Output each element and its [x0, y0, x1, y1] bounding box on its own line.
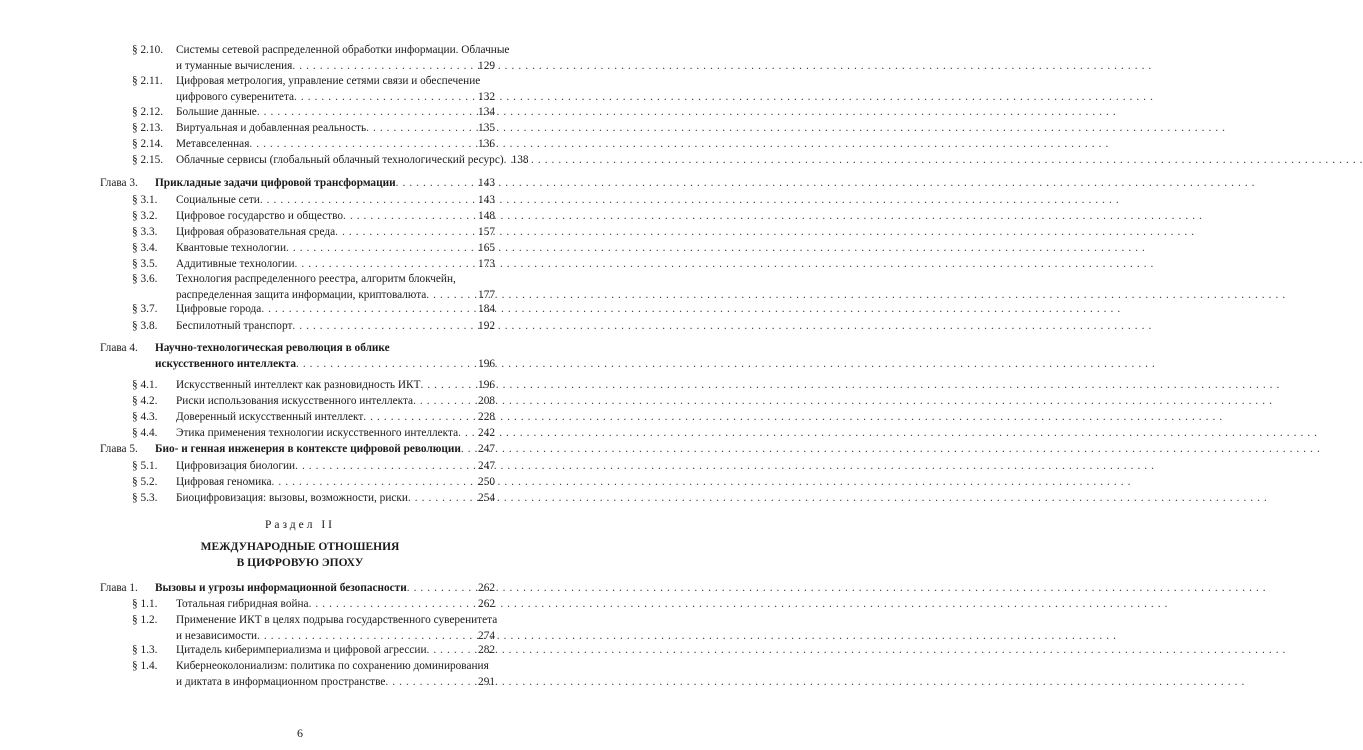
- toc-page-number: 196: [478, 358, 495, 370]
- toc-entry-number: § 3.3.: [132, 226, 158, 238]
- toc-leader-dots: [292, 58, 476, 74]
- toc-leader-dots: [261, 301, 476, 317]
- section-title-line-2: В ЦИФРОВУЮ ЭПОХУ: [236, 557, 364, 569]
- toc-section-entry: [132, 256, 495, 272]
- toc-leader-dots: [366, 120, 476, 136]
- toc-leader-dots: [257, 104, 476, 120]
- toc-page-number: 138: [511, 154, 529, 166]
- toc-entry-number: § 2.12.: [132, 106, 164, 118]
- toc-entry-line: [132, 674, 495, 690]
- toc-page-number: 262: [478, 598, 495, 610]
- toc-entry-line: [132, 104, 495, 120]
- toc-entry-number: § 3.5.: [132, 258, 158, 270]
- toc-entry-title: Цифровая геномика: [176, 476, 272, 488]
- toc-leader-dots: [309, 596, 476, 612]
- toc-page-number: 132: [478, 91, 495, 103]
- toc-leader-dots: [407, 580, 476, 596]
- toc-entry-line: [132, 409, 495, 425]
- toc-section-entry: [132, 409, 495, 425]
- toc-entry-line: [132, 318, 495, 334]
- toc-page-number: 228: [478, 411, 495, 423]
- toc-entry-title: распределенная защита информации, криптовалюта: [176, 289, 427, 301]
- toc-entry-title: Риски использования искусственного интеллекта: [176, 395, 414, 407]
- toc-chapter-entry: [100, 340, 495, 372]
- toc-entry-title: Цифровая образовательная среда: [176, 226, 336, 238]
- toc-entry-title: Цифровое государство и общество: [176, 210, 343, 222]
- toc-section-entry: [132, 658, 495, 690]
- toc-entry-title: Цифровые города: [176, 303, 262, 315]
- toc-page-number: 143: [478, 177, 495, 189]
- toc-leader-dots: [396, 175, 476, 191]
- toc-entry-line: [132, 393, 495, 409]
- toc-entry-number: § 1.2.: [132, 614, 158, 626]
- toc-page-number: 192: [478, 320, 495, 332]
- toc-entry-number: § 4.3.: [132, 411, 158, 423]
- toc-entry-line: [100, 340, 495, 356]
- toc-leader-dots: [272, 474, 477, 490]
- toc-page: [0, 0, 600, 750]
- toc-page-number: 165: [478, 242, 495, 254]
- toc-section-entry: [132, 208, 495, 224]
- toc-entry-line: [132, 642, 495, 658]
- toc-entry-title: Социальные сети: [176, 194, 260, 206]
- toc-section-entry: [132, 301, 495, 317]
- toc-entry-title: Тотальная гибридная война: [176, 598, 309, 610]
- toc-section-entry: [132, 73, 495, 105]
- toc-entry-title: Технология распределенного реестра, алгоритм блокчейн,: [176, 273, 456, 285]
- toc-leader-dots: [343, 208, 476, 224]
- toc-entry-number: Глава 5.: [100, 443, 138, 455]
- toc-entry-title: Био- и генная инженерия в контексте цифровой революции: [155, 443, 461, 455]
- toc-leader-dots: [286, 240, 476, 256]
- toc-leader-dots: [363, 409, 476, 425]
- toc-page-number: 143: [478, 194, 495, 206]
- toc-entry-line: [132, 271, 495, 287]
- toc-leader-dots: [295, 256, 477, 272]
- toc-section-entry: [132, 240, 495, 256]
- toc-page-number: 250: [478, 476, 495, 488]
- toc-entry-title: Метавселенная: [176, 138, 250, 150]
- toc-page-number: 282: [478, 644, 495, 656]
- toc-entry-number: § 5.2.: [132, 476, 158, 488]
- toc-entry-line: [132, 240, 495, 256]
- toc-page-number: 173: [478, 258, 495, 270]
- toc-entry-title: Применение ИКТ в целях подрыва государственного суверенитета: [176, 614, 498, 626]
- toc-entry-title: Этика применения технологии искусственного интеллекта: [176, 427, 459, 439]
- toc-page-number: 196: [478, 379, 495, 391]
- toc-entry-line: [132, 301, 495, 317]
- toc-entry-line: [132, 58, 495, 74]
- toc-entry-title: Научно-технологическая революция в облике: [155, 342, 390, 354]
- toc-leader-dots: [408, 490, 476, 506]
- toc-entry-number: § 3.2.: [132, 210, 158, 222]
- toc-entry-title: Системы сетевой распределенной обработки информации. Облачные: [176, 44, 510, 56]
- toc-entry-line: [132, 120, 495, 136]
- toc-entry-number: § 3.4.: [132, 242, 158, 254]
- toc-entry-title: Вызовы и угрозы информационной безопасности: [155, 582, 407, 594]
- toc-entry-line: [132, 377, 495, 393]
- toc-leader-dots: [295, 458, 476, 474]
- toc-leader-dots: [413, 393, 476, 409]
- toc-section-entry: [132, 642, 495, 658]
- toc-leader-dots: [292, 318, 476, 334]
- toc-section-entry: [132, 136, 495, 152]
- toc-entry-line: [132, 490, 495, 506]
- toc-page-number: 262: [478, 582, 495, 594]
- toc-entry-line: [132, 73, 495, 89]
- toc-entry-line: [132, 152, 529, 168]
- toc-entry-title: Искусственный интеллект как разновидность ИКТ: [176, 379, 421, 391]
- page-number: 6: [297, 726, 303, 740]
- toc-section-entry: [132, 425, 495, 441]
- toc-entry-number: § 1.4.: [132, 660, 158, 672]
- toc-section-entry: [132, 318, 495, 334]
- toc-entry-number: § 2.14.: [132, 138, 164, 150]
- toc-entry-title: Доверенный искусственный интеллект: [176, 411, 364, 423]
- toc-entry-number: § 2.15.: [132, 154, 164, 166]
- toc-entry-number: § 3.8.: [132, 320, 158, 332]
- toc-leader-dots: [461, 441, 476, 457]
- toc-entry-title: Большие данные: [176, 106, 257, 118]
- toc-entry-title: цифрового суверенитета: [176, 91, 295, 103]
- toc-entry-number: § 3.6.: [132, 273, 158, 285]
- toc-chapter-entry: [100, 441, 495, 457]
- toc-page-number: 129: [478, 60, 495, 72]
- toc-entry-line: [132, 208, 495, 224]
- toc-page-number: 274: [478, 630, 495, 642]
- toc-entry-number: § 1.1.: [132, 598, 158, 610]
- toc-section-entry: [132, 120, 495, 136]
- toc-leader-dots: [249, 136, 476, 152]
- toc-entry-title: Цифровая метрология, управление сетями связи и обеспечение: [176, 75, 481, 87]
- toc-entry-title: и независимости: [176, 630, 258, 642]
- toc-entry-number: § 2.10.: [132, 44, 164, 56]
- toc-leader-dots: [335, 224, 476, 240]
- toc-entry-number: § 2.13.: [132, 122, 164, 134]
- toc-section-entry: [132, 474, 495, 490]
- toc-section-entry: [132, 393, 495, 409]
- toc-entry-number: § 5.1.: [132, 460, 158, 472]
- toc-entry-title: и туманные вычисления: [176, 60, 293, 72]
- section-label: Раздел II: [264, 519, 336, 531]
- toc-section-entry: [132, 377, 495, 393]
- toc-page-number: 247: [478, 460, 495, 472]
- toc-entry-title: Биоцифровизация: вызовы, возможности, риски: [176, 492, 408, 504]
- toc-entry-number: § 4.4.: [132, 427, 158, 439]
- toc-leader-dots: [420, 377, 476, 393]
- toc-section-entry: [132, 271, 495, 303]
- toc-entry-number: § 2.11.: [132, 75, 163, 87]
- toc-entry-number: § 5.3.: [132, 492, 158, 504]
- toc-page-number: 254: [478, 492, 495, 504]
- toc-page-number: 157: [478, 226, 495, 238]
- toc-leader-dots: [294, 89, 476, 105]
- toc-page-number: 184: [478, 303, 495, 315]
- toc-entry-number: Глава 3.: [100, 177, 138, 189]
- toc-leader-dots: [458, 425, 476, 441]
- toc-entry-line: [132, 612, 498, 628]
- toc-entry-line: [132, 256, 495, 272]
- toc-entry-title: Прикладные задачи цифровой трансформации: [155, 177, 396, 189]
- toc-entry-line: [100, 175, 495, 191]
- toc-entry-number: § 4.1.: [132, 379, 158, 391]
- toc-page-number: 136: [478, 138, 495, 150]
- toc-section-entry: [132, 596, 495, 612]
- toc-section-entry: [132, 612, 498, 644]
- toc-section-entry: [132, 490, 495, 506]
- toc-entry-title: и диктата в информационном пространстве: [176, 676, 386, 688]
- toc-section-entry: [132, 224, 495, 240]
- toc-entry-title: Кибернеоколониализм: политика по сохранению доминирования: [176, 660, 489, 672]
- toc-entry-title: Цифровизация биологии: [176, 460, 296, 472]
- toc-page-number: 247: [478, 443, 495, 455]
- toc-entry-line: [132, 458, 495, 474]
- toc-entry-title: Беспилотный транспорт: [176, 320, 293, 332]
- toc-leader-dots: [260, 192, 476, 208]
- toc-entry-line: [132, 89, 495, 105]
- toc-page-number: 242: [478, 427, 495, 439]
- toc-entry-title: Квантовые технологии: [176, 242, 286, 254]
- toc-section-entry: [132, 192, 495, 208]
- toc-section-entry: [132, 458, 495, 474]
- toc-leader-dots: [296, 356, 476, 372]
- toc-page-number: 291: [478, 676, 495, 688]
- toc-page-number: 134: [478, 106, 495, 118]
- toc-entry-number: § 4.2.: [132, 395, 158, 407]
- toc-section-entry: [132, 104, 495, 120]
- toc-entry-number: § 3.1.: [132, 194, 158, 206]
- toc-entry-line: [132, 42, 510, 58]
- toc-entry-line: [132, 224, 495, 240]
- toc-leader-dots: [385, 674, 476, 690]
- toc-entry-number: Глава 1.: [100, 582, 138, 594]
- toc-chapter-entry: [100, 175, 495, 191]
- toc-section-entry: [132, 152, 529, 168]
- toc-entry-line: [132, 192, 495, 208]
- toc-entry-title: Облачные сервисы (глобальный облачный технологический ресурс): [176, 154, 504, 166]
- toc-entry-line: [132, 474, 495, 490]
- toc-entry-line: [132, 425, 495, 441]
- toc-section-entry: [132, 42, 510, 74]
- section-title-line-1: МЕЖДУНАРОДНЫЕ ОТНОШЕНИЯ: [200, 541, 400, 553]
- toc-chapter-entry: [100, 580, 495, 596]
- toc-entry-number: Глава 4.: [100, 342, 138, 354]
- toc-entry-line: [132, 596, 495, 612]
- toc-entry-line: [132, 658, 495, 674]
- toc-entry-line: [132, 136, 495, 152]
- toc-entry-title: Аддитивные технологии: [176, 258, 295, 270]
- toc-entry-title: Цитадель киберимпериализма и цифровой агрессии: [176, 644, 427, 656]
- toc-leader-dots: [426, 642, 476, 658]
- toc-entry-line: [100, 441, 495, 457]
- toc-page-number: 148: [478, 210, 495, 222]
- toc-entry-title: искусственного интеллекта: [155, 358, 296, 370]
- toc-entry-number: § 3.7.: [132, 303, 158, 315]
- toc-entry-title: Виртуальная и добавленная реальность: [176, 122, 367, 134]
- toc-entry-line: [100, 356, 495, 372]
- toc-page-number: 208: [478, 395, 495, 407]
- toc-entry-number: § 1.3.: [132, 644, 158, 656]
- toc-page-number: 135: [478, 122, 495, 134]
- toc-page-number: 177: [478, 289, 495, 301]
- toc-entry-line: [100, 580, 495, 596]
